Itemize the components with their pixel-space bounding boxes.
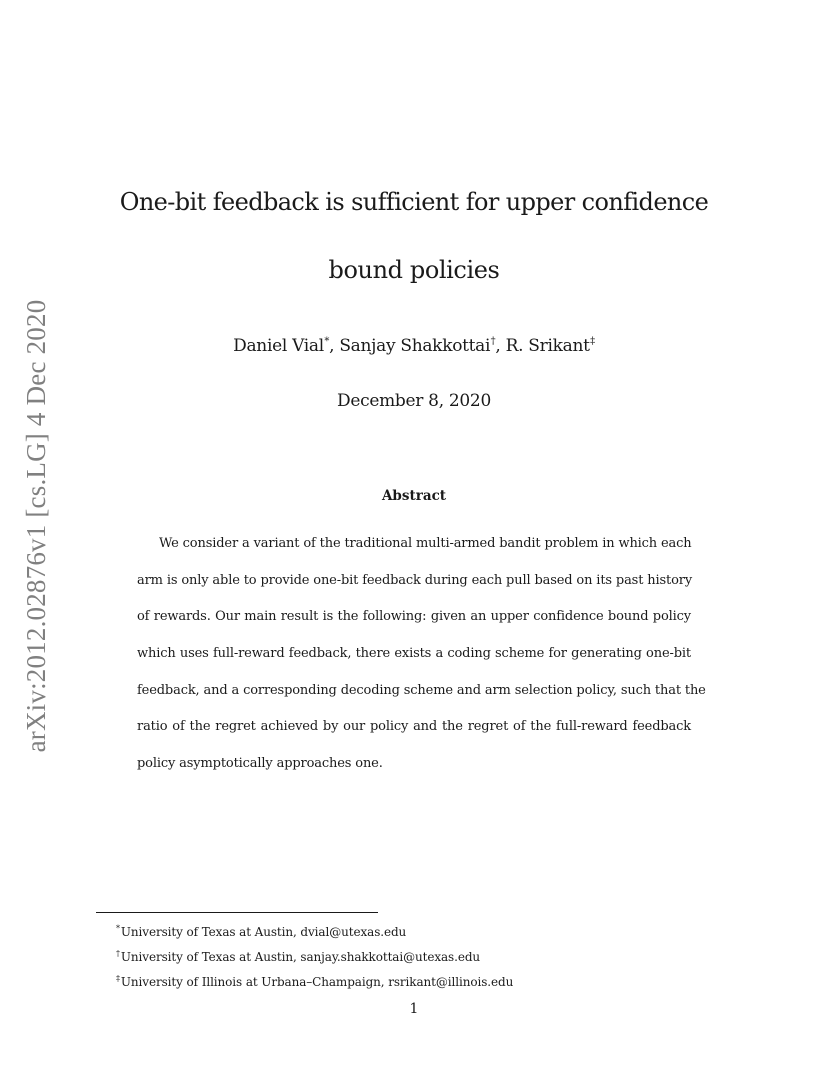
author-name: Daniel Vial [233,336,324,356]
abstract-body [137,534,706,791]
author-list: Daniel Vial*, Sanjay Shakkottai†, R. Srikant‡ [233,336,595,356]
paper-title-line-2: bound policies [328,256,500,284]
author-name: R. Srikant [505,336,590,356]
abstract-line: which uses full-reward feedback, there exists a coding scheme for generating one-bit [137,646,691,662]
page-number: 1 [409,1001,419,1017]
abstract-heading: Abstract [381,488,447,504]
author-footnote-mark[interactable]: † [490,336,496,347]
footnote-text: University of Texas at Austin, dvial@utexas.edu [120,925,407,939]
paper-title-line-1: One-bit feedback is sufficient for upper confidence [119,188,709,216]
footnote-mark: † [116,949,120,958]
abstract-line: feedback, and a corresponding decoding scheme and arm selection policy, such that the [137,682,706,698]
footnote-item [116,943,513,968]
author-footnote-mark[interactable]: * [324,336,330,347]
footnotes [116,918,513,993]
footnote-mark: * [116,924,120,933]
abstract-line: of rewards. Our main result is the following: given an upper confidence bound policy [137,609,691,625]
author-footnote-mark[interactable]: ‡ [590,336,595,347]
abstract-line: We consider a variant of the traditional multi-armed bandit problem in which each [159,536,692,551]
footnote-mark: ‡ [116,974,120,983]
author-name: Sanjay Shakkottai [339,336,491,356]
footnote-divider [96,912,378,913]
footnote-item [116,968,513,993]
footnote-text: University of Texas at Austin, sanjay.shakkottai@utexas.edu [120,950,481,964]
abstract-line: arm is only able to provide one-bit feedback during each pull based on its past history [137,572,693,588]
arxiv-identifier-stamp: arXiv:2012.02876v1 [cs.LG] 4 Dec 2020 [21,299,51,753]
abstract-line: policy asymptotically approaches one. [137,756,383,772]
abstract-line: ratio of the regret achieved by our policy and the regret of the full-reward feedback [137,719,691,735]
footnote-text: University of Illinois at Urbana–Champaign, rsrikant@illinois.edu [120,975,514,989]
publication-date: December 8, 2020 [337,391,491,411]
footnote-item [116,918,513,943]
